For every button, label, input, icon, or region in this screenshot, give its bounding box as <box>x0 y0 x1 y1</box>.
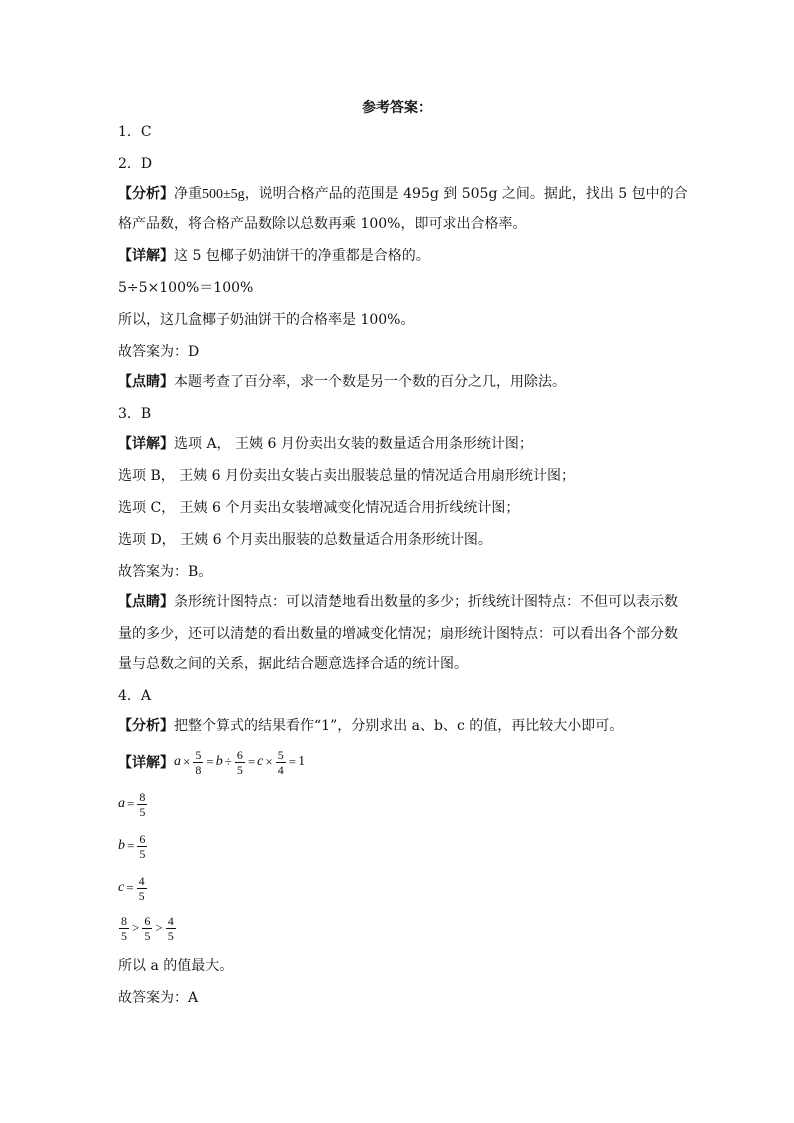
denominator: 5 <box>138 888 145 903</box>
times-symbol: × <box>183 754 191 769</box>
var-c: c <box>118 880 125 895</box>
answer-q4: 4．A <box>118 688 152 704</box>
equals-symbol: = <box>288 754 297 769</box>
denominator: 5 <box>236 762 243 777</box>
q3-answer: 故答案为：B。 <box>118 564 213 580</box>
analysis-text-a: 净重 <box>174 186 202 202</box>
analysis-text-b: ，说明合格产品的范围是 495g 到 505g 之间。据此，找出 5 包中的合 <box>244 186 688 202</box>
numerator: 4 <box>138 873 145 888</box>
q4-detail-equation <box>118 742 305 782</box>
q3-comment-line1 <box>118 592 678 612</box>
analysis-tag: 【分析】 <box>118 718 174 734</box>
fraction-8-5 <box>137 790 147 819</box>
equals-symbol: = <box>127 796 135 811</box>
q3-option-d: 选项 D， 王姨 6 个月卖出服装的总数量适合用条形统计图。 <box>118 532 492 548</box>
fraction-5-4 <box>276 748 286 777</box>
answer-q2: 2．D <box>118 156 153 172</box>
net-weight: 500±5g <box>202 187 245 202</box>
var-a: a <box>174 754 181 769</box>
fraction-4-5 <box>137 874 147 903</box>
comment-tag: 【点睛】 <box>118 594 174 610</box>
comment-text: 条形统计图特点：可以清楚地看出数量的多少；折线统计图特点：不但可以表示数 <box>174 594 678 610</box>
q4-conclusion: 所以 a 的值最大。 <box>118 958 234 974</box>
var-b: b <box>118 838 125 853</box>
q2-analysis-line2: 格产品数，将合格产品数除以总数再乘 100%，即可求出合格率。 <box>118 216 527 232</box>
detail-text: 这 5 包椰子奶油饼干的净重都是合格的。 <box>174 248 430 264</box>
q2-calculation: 5÷5×100%＝100% <box>118 280 254 296</box>
numerator: 5 <box>195 747 202 762</box>
numerator: 4 <box>167 913 174 928</box>
comment-text: 本题考查了百分率，求一个数是另一个数的百分之几，用除法。 <box>174 374 566 390</box>
greater-than-symbol: > <box>155 920 163 935</box>
denominator: 5 <box>144 928 151 943</box>
q4-answer: 故答案为：A <box>118 990 199 1006</box>
q2-analysis-line1 <box>118 184 688 205</box>
numerator: 8 <box>121 913 127 928</box>
q3-comment-line3: 量与总数之间的关系，据此结合题意选择合适的统计图。 <box>118 656 468 672</box>
detail-tag: 【详解】 <box>118 248 174 264</box>
answer-q1: 1．C <box>118 124 152 140</box>
numerator: 6 <box>139 831 146 846</box>
numerator: 8 <box>139 789 146 804</box>
q4-comparison <box>118 908 177 948</box>
denominator: 5 <box>167 928 174 943</box>
q3-comment-line2: 量的多少，还可以清楚的看出数量的增减变化情况；扇形统计图特点：可以看出各个部分数 <box>118 626 678 642</box>
denominator: 5 <box>121 928 127 943</box>
detail-tag: 【详解】 <box>118 436 174 452</box>
numerator: 6 <box>236 747 243 762</box>
q2-answer: 故答案为：D <box>118 344 200 360</box>
answer-q3: 3．B <box>118 406 152 422</box>
q3-option-c: 选项 C， 王姨 6 个月卖出女装增减变化情况适合用折线统计图； <box>118 500 520 516</box>
analysis-text: 把整个算式的结果看作“1”，分别求出 a、b、c 的值，再比较大小即可。 <box>174 718 624 734</box>
analysis-tag: 【分析】 <box>118 186 174 202</box>
option-a-text: 选项 A， 王姨 6 月份卖出女装的数量适合用条形统计图； <box>174 436 533 452</box>
page-title: 参考答案： <box>362 100 432 116</box>
q2-conclusion: 所以，这几盒椰子奶油饼干的合格率是 100%。 <box>118 312 415 328</box>
fraction-8-5 <box>119 914 129 943</box>
denominator: 8 <box>195 762 202 777</box>
denominator: 5 <box>139 804 146 819</box>
q4-value-c <box>118 868 148 908</box>
fraction-6-5 <box>137 832 147 861</box>
q4-analysis <box>118 716 623 736</box>
equals-symbol: = <box>247 754 256 769</box>
equals-symbol: = <box>126 880 134 895</box>
denominator: 4 <box>277 762 284 777</box>
detail-tag: 【详解】 <box>118 755 174 771</box>
numerator: 5 <box>277 747 284 762</box>
equals-symbol: = <box>127 838 135 853</box>
var-a: a <box>118 796 125 811</box>
q2-detail <box>118 246 430 266</box>
comment-tag: 【点睛】 <box>118 374 174 390</box>
var-b: b <box>215 754 223 769</box>
var-c: c <box>257 754 264 769</box>
fraction-6-5 <box>235 748 245 777</box>
fraction-5-8 <box>193 748 203 777</box>
q2-comment <box>118 372 566 392</box>
denominator: 5 <box>139 846 146 861</box>
fraction-4-5 <box>166 914 176 943</box>
equals-symbol: = <box>206 754 214 769</box>
result-one: 1 <box>298 754 306 769</box>
fraction-6-5 <box>142 914 152 943</box>
q3-detail <box>118 434 533 454</box>
divide-symbol: ÷ <box>224 754 232 769</box>
times-symbol: × <box>265 754 273 769</box>
q4-value-a <box>118 784 148 824</box>
greater-than-symbol: > <box>132 920 140 935</box>
numerator: 6 <box>144 913 151 928</box>
q3-option-b: 选项 B， 王姨 6 月份卖出女装占卖出服装总量的情况适合用扇形统计图； <box>118 468 575 484</box>
q4-value-b <box>118 826 148 866</box>
